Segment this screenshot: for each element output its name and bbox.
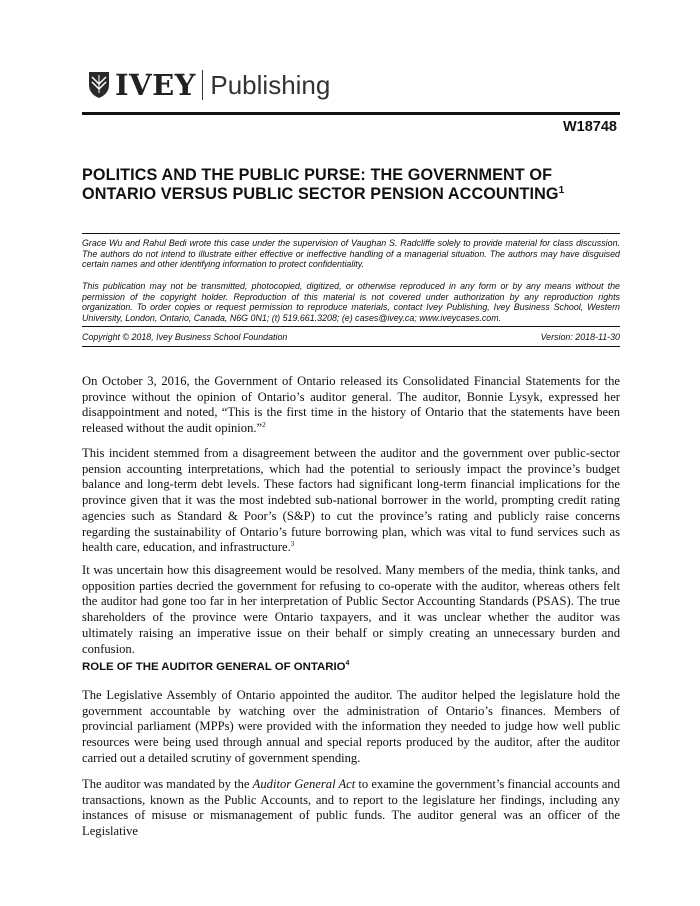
footnote-marker-4: 4 xyxy=(345,660,350,667)
notice-mid-rule xyxy=(82,326,620,327)
case-title xyxy=(82,166,622,204)
paragraph-3-text: It was uncertain how this disagreement would be resolved. Many members of the media, think tanks, and opposition parties decried the government for refusing to co-operate with the auditor, whereas others felt the auditor had gone too far in her interpretation of Public Sector Accounting Standards (PSAS). The true shareholders of the province were Ontario taxpayers, and it was unclear whether the auditor was ultimately raising an imperative issue on their behalf or simply creating an unnecessary burden and confusion. xyxy=(82,563,620,656)
paragraph-5 xyxy=(82,777,620,840)
notice-bottom-rule xyxy=(82,346,620,347)
paragraph-4-text: The Legislative Assembly of Ontario appointed the auditor. The auditor helped the legislature hold the government accountable by watching over the administration of Ontario’s finances. Members of provincial parliament (MPPs) were provided with the information they needed to judge how well public resources were being used through annual and special reports produced by the auditor, after the auditor carried out a detailed scrutiny of government spending. xyxy=(82,688,620,765)
ivey-shield-icon xyxy=(88,71,110,99)
case-number: W18748 xyxy=(562,119,617,135)
paragraph-3 xyxy=(82,563,620,657)
footnote-marker-3: 3 xyxy=(290,540,295,549)
title-line-1: POLITICS AND THE PUBLIC PURSE: THE GOVERNMENT OF xyxy=(82,166,553,184)
paragraph-5-rest: to examine the government’s financial accounts and transactions, known as the Public Accounts, and to report to the legislature her findings, including any instances of misuse or mismanagement of public funds. The auditor general was an officer of the Legislative xyxy=(82,777,621,839)
logo-divider xyxy=(202,70,204,100)
section-heading-text: ROLE OF THE AUDITOR GENERAL OF ONTARIO xyxy=(82,661,346,673)
section-heading xyxy=(82,661,349,673)
paragraph-1-text: On October 3, 2016, the Government of Ontario released its Consolidated Financial Statements for the province without the opinion of Ontario’s auditor general. The auditor, Bonnie Lysyk, expressed her disappointment and noted, “This is the first time in the history of Ontario that the statements have been released without the audit opinion.” xyxy=(82,374,620,436)
copyright-text: Copyright © 2018, Ivey Business School Foundation xyxy=(82,332,288,342)
header-rule xyxy=(82,112,620,115)
paragraph-4 xyxy=(82,688,620,767)
copyright-row xyxy=(82,332,620,342)
title-line-2-text: ONTARIO VERSUS PUBLIC SECTOR PENSION ACCOUNTING xyxy=(82,185,559,203)
paragraph-1 xyxy=(82,374,620,437)
act-title: Auditor General Act xyxy=(252,777,356,791)
ivey-publishing-logo xyxy=(88,68,330,102)
paragraph-2 xyxy=(82,446,620,556)
footnote-marker-2: 2 xyxy=(262,421,266,430)
brand-name: IVEY xyxy=(115,67,196,102)
title-footnote-marker: 1 xyxy=(558,185,565,196)
title-line-2 xyxy=(82,185,622,204)
notice-top-rule xyxy=(82,233,620,234)
publisher-name: Publishing xyxy=(210,70,331,100)
version-text: Version: 2018-11-30 xyxy=(540,332,620,342)
paragraph-2-text: This incident stemmed from a disagreement between the auditor and the government over public-sector pension accounting interpretations, which had the potential to seriously impact the province’s budget balance and long-term debt levels. These factors had significant long-term financial implications for the province given that it was the most indebted sub-national borrower in the world, prompting credit rating agencies such as Standard & Poor’s (S&P) to cut the province’s rating and publicly raise concerns regarding the sustainability of Ontario’s future borrowing plan, which was vital to fund services such as health care, education, and infrastructure. xyxy=(82,446,620,555)
paragraph-5-lead: The auditor was mandated by the xyxy=(82,777,253,791)
permission-notice: This publication may not be transmitted, photocopied, digitized, or otherwise reproduced in any form or by any means without the permission of the copyright holder. Reproduction of this material is not covered under authorization by any reproduction rights organization. To order copies or request permission to reproduce materials, contact Ivey Publishing, Ivey Business School, Western University, London, Ontario, Canada, N6G 0N1; (t) 519.661.3208; (e) cases@ivey.ca; www.iveycases.com. xyxy=(82,281,620,323)
authorship-notice: Grace Wu and Rahul Bedi wrote this case under the supervision of Vaughan S. Radcliffe solely to provide material for class discussion. The authors do not intend to illustrate either effective or ineffective handling of a managerial situation. The authors may have disguised certain names and other identifying information to protect confidentiality. xyxy=(82,238,620,270)
